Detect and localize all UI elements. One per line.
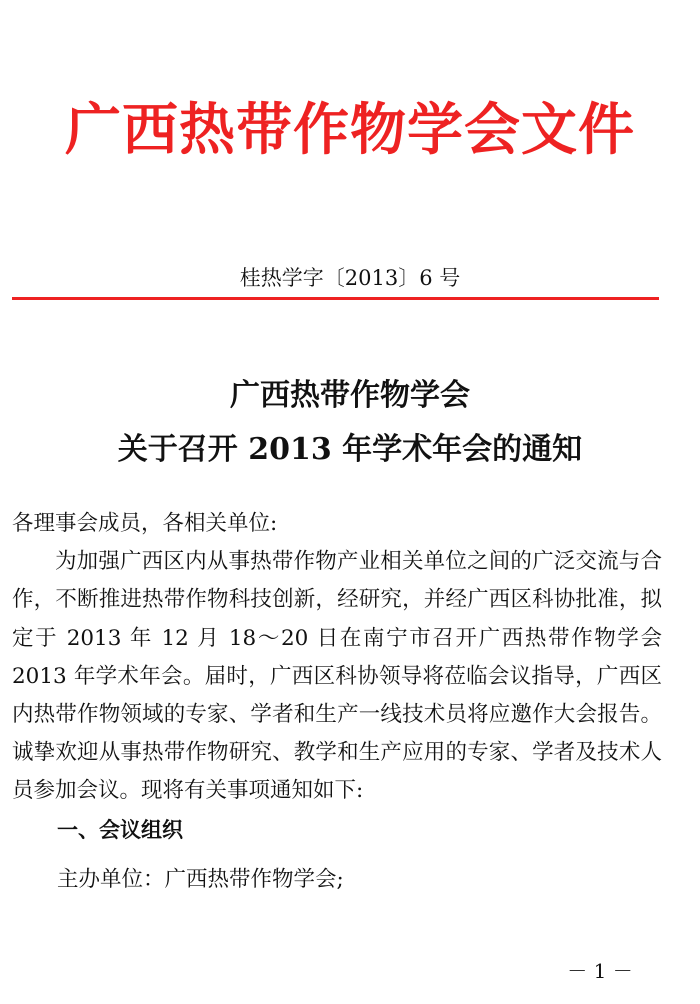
red-divider-line bbox=[12, 297, 659, 300]
salutation: 各理事会成员，各相关单位: bbox=[12, 511, 278, 536]
notice-title-line-2: 关于召开 2013 年学术年会的通知 bbox=[117, 432, 583, 467]
page-number: － 1 － bbox=[567, 959, 633, 983]
body-paragraph: 为加强广西区内从事热带作物产业相关单位之间的广泛交流与合作，不断推进热带作物科技创新，经研究，并经广西区科协批准，拟定于 2013 年 12 月 18～20 日在南宁市召开广西热带作物学会 2013 年学术年会。届时，广西区科协领导将莅临会议指导，广西区内热带作物领域的专家、学者和生产一线技术员将应邀作大会报告。诚挚欢迎从事热带作物研究、教学和生产应用的专家、学者及技术人员参加会议。现将有关事项通知如下: bbox=[12, 549, 662, 804]
masthead-title: 广西热带作物学会文件 bbox=[65, 97, 635, 163]
sponsor-line: 主办单位：广西热带作物学会; bbox=[57, 867, 344, 892]
section-heading: 一、会议组织 bbox=[57, 818, 183, 842]
notice-body bbox=[12, 505, 662, 811]
document-number: 桂热学字〔2013〕6 号 bbox=[239, 266, 461, 290]
notice-title-line-1: 广西热带作物学会 bbox=[230, 378, 470, 413]
